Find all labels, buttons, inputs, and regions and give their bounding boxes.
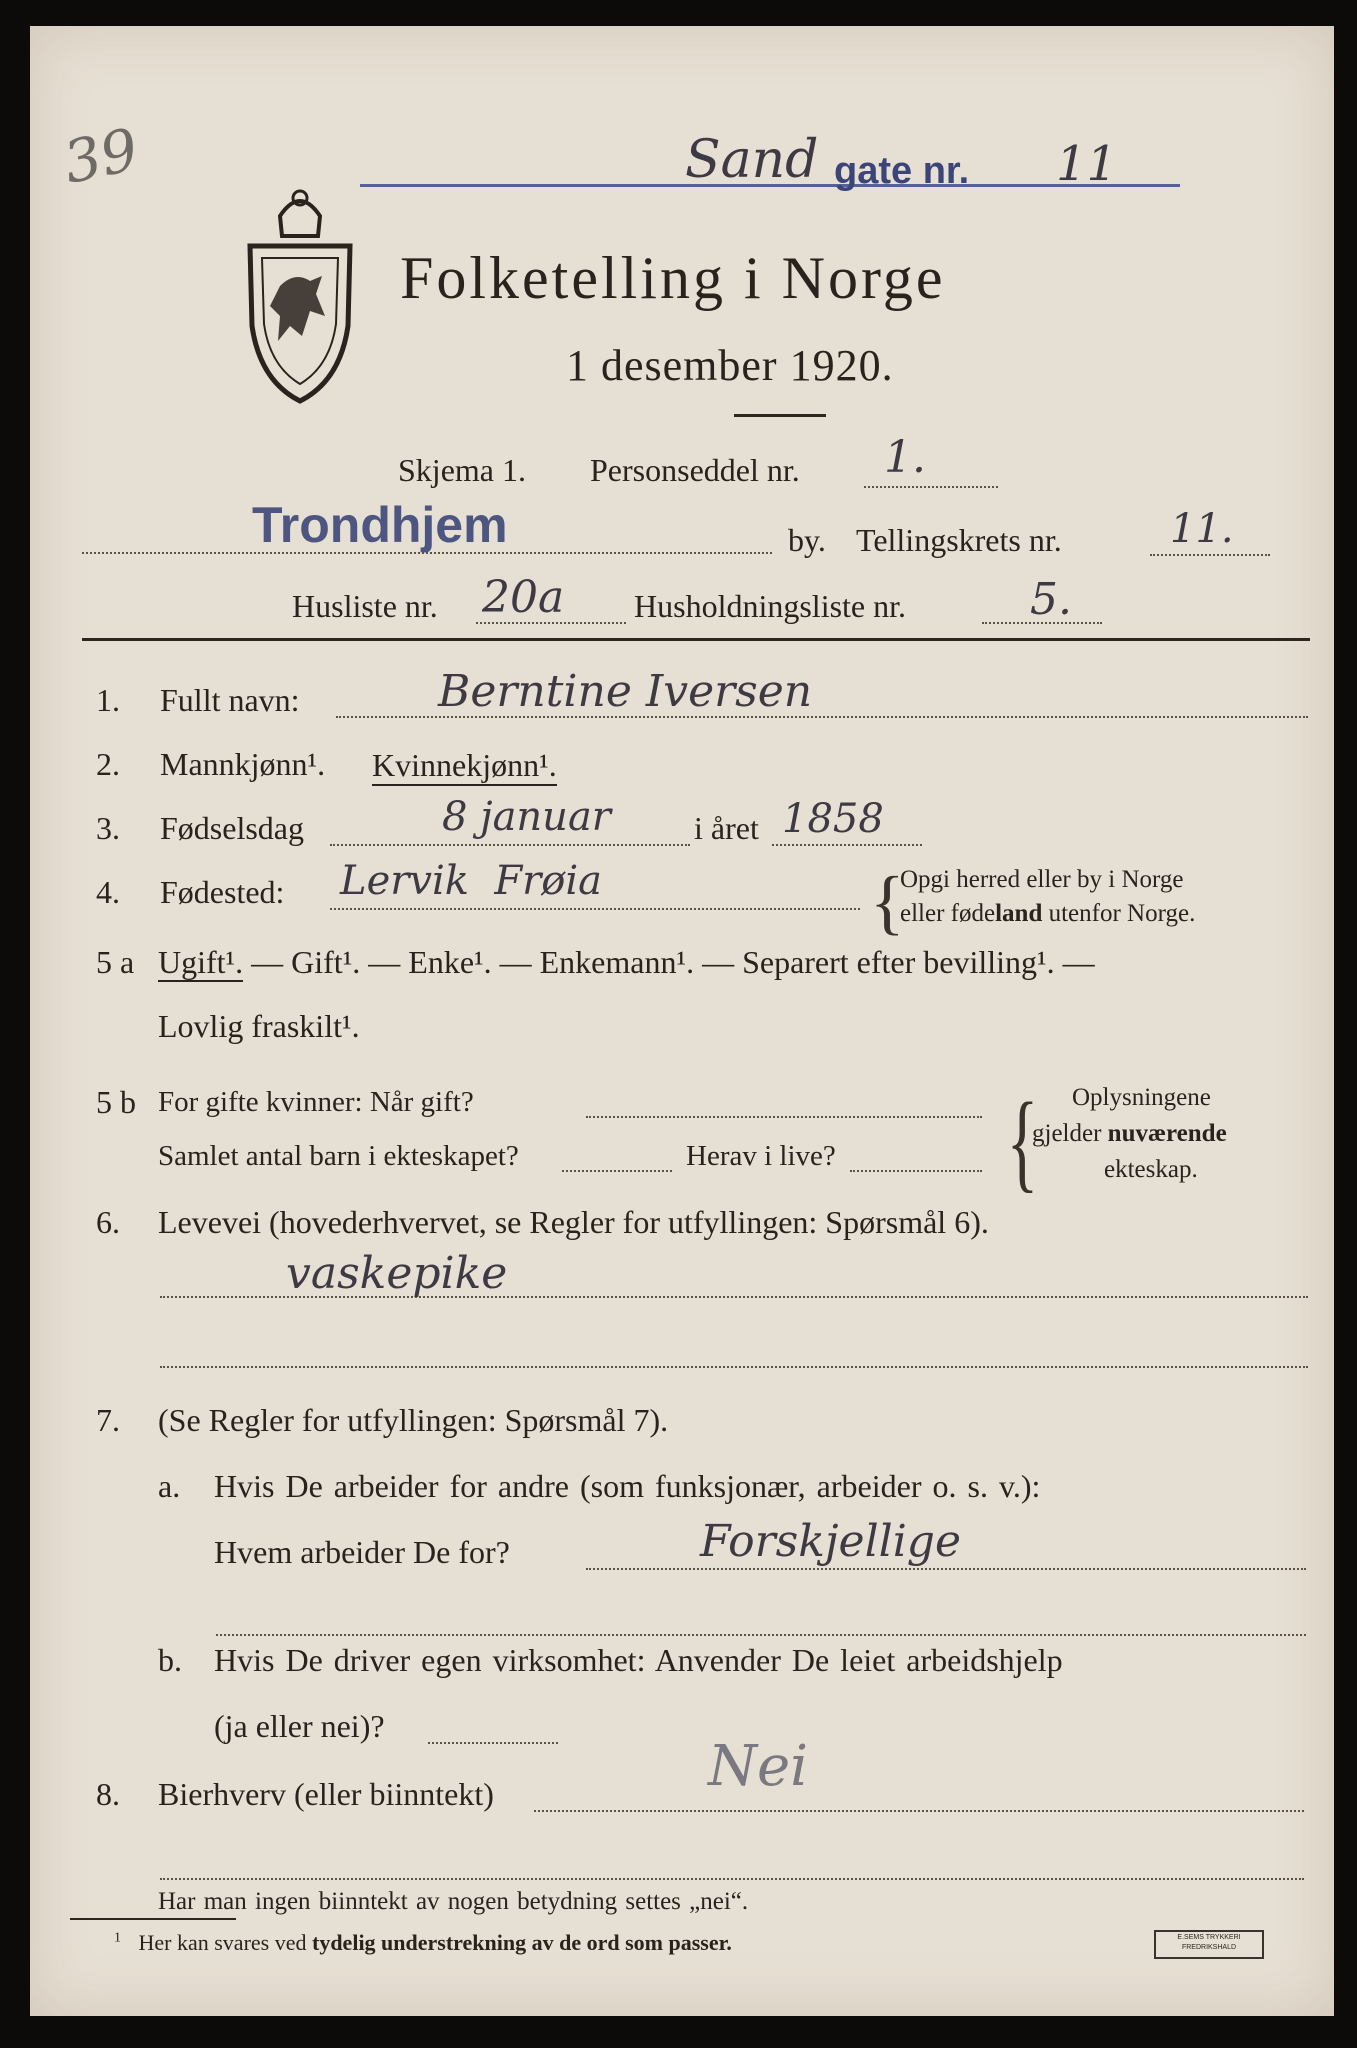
personseddel-field[interactable]: [864, 486, 998, 488]
form-date: 1 desember 1920.: [566, 341, 894, 390]
q3-year-label: i året: [694, 810, 759, 846]
address-label: gate nr.: [834, 150, 970, 192]
nei-note: Har man ingen biinntekt av nogen betydning settes „nei“.: [158, 1888, 749, 1915]
header-divider: [82, 638, 1310, 641]
side-income-value: Nei: [708, 1734, 809, 1799]
husliste-value: 20a: [482, 572, 565, 623]
q2-male: Mannkjønn¹.: [160, 746, 326, 782]
side-income-field-2[interactable]: [160, 1878, 1304, 1880]
q5b-line2b: Herav i live?: [686, 1140, 836, 1172]
children-field[interactable]: [562, 1170, 672, 1172]
birth-year-value: 1858: [782, 796, 884, 842]
q7a-line1: Hvis De arbeider for andre (som funksjonær, arbeider o. s. v.):: [214, 1468, 1041, 1504]
occupation-field-2[interactable]: [160, 1366, 1308, 1368]
q4-note-1: Opgi herred eller by i Norge: [900, 866, 1184, 893]
address-number: 11: [1056, 136, 1118, 192]
q3-number: 3.: [96, 810, 120, 846]
husholdningsliste-label: Husholdningsliste nr.: [634, 588, 907, 624]
side-income-field[interactable]: [534, 1810, 1304, 1812]
birthday-value: 8 januar: [442, 794, 611, 840]
q4-number: 4.: [96, 874, 120, 910]
q5a-line2: Lovlig fraskilt¹.: [158, 1008, 360, 1044]
q7a-line2: Hvem arbeider De for?: [214, 1534, 510, 1570]
other-marital-options: — Gift¹. — Enke¹. — Enkemann¹. — Separert efter bevilling¹. —: [243, 944, 1095, 980]
q8-label: Bierhverv (eller biinntekt): [158, 1776, 494, 1812]
q8-number: 8.: [96, 1776, 120, 1812]
q5b-note-2: gjelder nuværende: [1032, 1120, 1227, 1147]
hired-help-field[interactable]: [428, 1742, 558, 1744]
q1-number: 1.: [96, 682, 120, 718]
tellingskrets-label: Tellingskrets nr.: [856, 522, 1062, 558]
employer-field-2[interactable]: [216, 1634, 1306, 1636]
q7b-number: b.: [158, 1642, 182, 1678]
q7a-number: a.: [158, 1468, 181, 1504]
birthplace-field[interactable]: [330, 908, 860, 910]
employer-field[interactable]: [586, 1568, 1306, 1570]
address-street: Sand: [685, 130, 819, 190]
q3-label: Fødselsdag: [160, 810, 304, 846]
full-name-value: Berntine Iversen: [438, 666, 813, 717]
q5b-number: 5 b: [96, 1084, 136, 1120]
husliste-label: Husliste nr.: [292, 588, 438, 624]
census-form: [30, 26, 1334, 2016]
q5a-number: 5 a: [96, 944, 135, 980]
husholdningsliste-value: 5.: [1030, 574, 1072, 625]
q2-female[interactable]: Kvinnekjønn¹.: [372, 746, 557, 786]
q5a-options: [158, 944, 1095, 981]
printer-mark: E.SEMS TRYKKERI FREDRIKSHALD: [1154, 1930, 1264, 1959]
occupation-value: vaskepike: [286, 1248, 508, 1299]
birthday-field[interactable]: [330, 844, 690, 846]
birthplace-value: Lervik Frøia: [340, 858, 603, 904]
q4-label: Fødested:: [160, 874, 285, 910]
q5b-note-3: ekteskap.: [1104, 1156, 1198, 1183]
married-when-field[interactable]: [586, 1116, 982, 1118]
q4-note-2: eller fødeland utenfor Norge.: [900, 900, 1196, 927]
coat-of-arms-icon: [240, 176, 360, 406]
q1-label: Fullt navn:: [160, 682, 300, 718]
q7b-line2: (ja eller nei)?: [214, 1708, 385, 1744]
form-title: Folketelling i Norge: [400, 245, 946, 311]
footnote-divider: [70, 1918, 236, 1920]
tellingskrets-value: 11.: [1170, 506, 1234, 552]
q5b-line2a: Samlet antal barn i ekteskapet?: [158, 1140, 519, 1172]
personseddel-value: 1.: [884, 432, 926, 483]
by-label: by.: [788, 522, 826, 558]
q5b-brace: {: [1006, 1080, 1039, 1202]
skjema-label: Skjema 1.: [398, 452, 526, 488]
birth-year-field[interactable]: [772, 844, 922, 846]
employer-value: Forskjellige: [700, 1516, 961, 1567]
q6-label: Levevei (hovederhvervet, se Regler for utfyllingen: Spørsmål 6).: [158, 1204, 989, 1240]
q6-number: 6.: [96, 1204, 120, 1240]
q2-number: 2.: [96, 746, 120, 782]
q4-brace: {: [870, 862, 905, 942]
city-stamp: Trondhjem: [252, 497, 508, 553]
alive-field[interactable]: [850, 1170, 982, 1172]
q7b-line1: Hvis De driver egen virksomhet: Anvender De leiet arbeidshjelp: [214, 1642, 1063, 1678]
tellingskrets-field[interactable]: [1150, 554, 1270, 556]
personseddel-label: Personseddel nr.: [590, 452, 800, 488]
ugift-option[interactable]: Ugift¹.: [158, 944, 244, 980]
margin-note: 39: [57, 115, 145, 197]
footnote: $^1$ Her kan svares ved tydelig understrekning av de ord som passer.: [114, 1930, 732, 1955]
q7-label: (Se Regler for utfyllingen: Spørsmål 7).: [158, 1402, 669, 1438]
q7-number: 7.: [96, 1402, 120, 1438]
q5b-note-1: Oplysningene: [1072, 1084, 1211, 1111]
title-divider: [734, 414, 826, 417]
q5b-line1: For gifte kvinner: Når gift?: [158, 1086, 474, 1118]
